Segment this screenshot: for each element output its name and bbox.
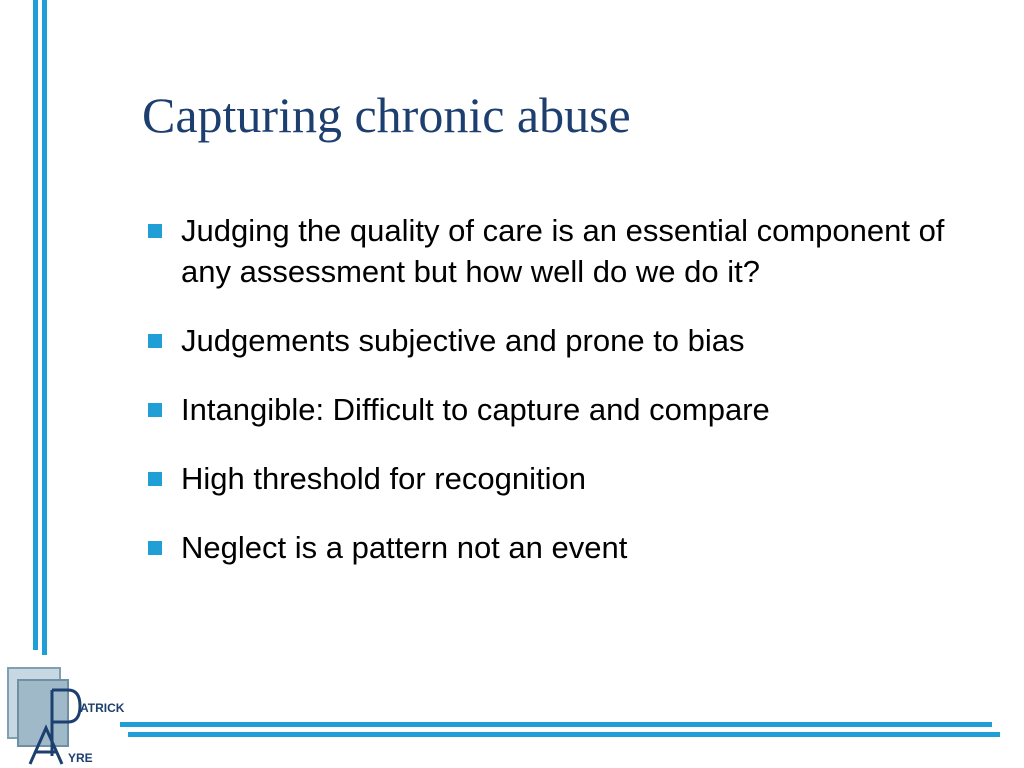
bullet-item [148,320,968,361]
left-accent-line-inner [42,0,47,655]
bullet-square-icon [148,403,162,417]
bullet-square-icon [148,334,162,348]
bullet-text: Neglect is a pattern not an event [181,530,628,565]
bullet-item [148,458,968,499]
bullet-square-icon [148,224,162,238]
bullet-text: High threshold for recognition [181,461,586,496]
logo-text-line2: YRE [68,751,93,765]
bullet-item [148,210,968,292]
bullet-text: Judgements subjective and prone to bias [181,323,745,358]
bullet-square-icon [148,541,162,555]
bottom-accent-line-lower [128,732,1000,737]
logo-text-line1: ATRICK [80,701,125,715]
bottom-accent-line-upper [120,722,992,727]
bullet-list [148,210,968,596]
left-accent-line-outer [33,0,38,650]
bullet-text: Judging the quality of care is an essential component of any assessment but how well do we do it? [181,213,945,289]
bullet-text: Intangible: Difficult to capture and compare [181,392,770,427]
bullet-item [148,389,968,430]
bullet-square-icon [148,472,162,486]
slide-title: Capturing chronic abuse [142,87,631,143]
patrick-ayre-logo [0,660,140,768]
bullet-item [148,527,968,568]
